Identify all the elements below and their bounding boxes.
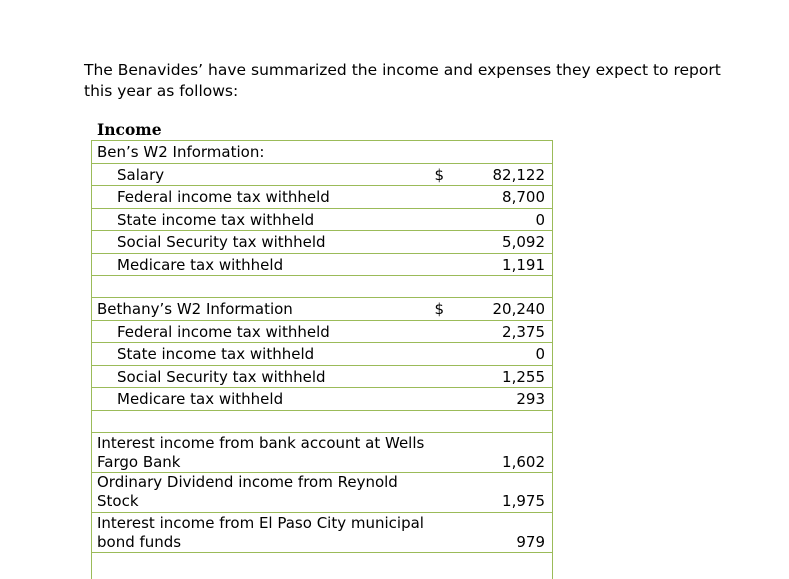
ben-ss-label: Social Security tax withheld bbox=[92, 231, 435, 254]
bethany-value: 20,240 bbox=[455, 298, 553, 321]
ben-state-label: State income tax withheld bbox=[92, 208, 435, 231]
table-row bbox=[92, 365, 553, 388]
table-row bbox=[92, 298, 553, 321]
ben-medicare-label: Medicare tax withheld bbox=[92, 253, 435, 276]
ben-w2-header: Ben’s W2 Information: bbox=[92, 141, 435, 164]
table-row bbox=[92, 388, 553, 411]
table-row bbox=[92, 512, 553, 552]
spacer-row bbox=[92, 552, 553, 579]
ben-salary-label: Salary bbox=[92, 163, 435, 186]
bethany-w2-header: Bethany’s W2 Information bbox=[92, 298, 435, 321]
ben-state-value: 0 bbox=[455, 208, 553, 231]
table-row bbox=[92, 186, 553, 209]
interest-muni-value: 979 bbox=[455, 512, 553, 552]
table-row bbox=[92, 208, 553, 231]
intro-paragraph: The Benavides’ have summarized the income and expenses they expect to report this year as follows: bbox=[84, 61, 721, 100]
bethany-federal-value: 2,375 bbox=[455, 320, 553, 343]
ben-medicare-value: 1,191 bbox=[455, 253, 553, 276]
income-heading: Income bbox=[97, 120, 162, 139]
bethany-ss-value: 1,255 bbox=[455, 365, 553, 388]
table-row bbox=[92, 343, 553, 366]
ben-federal-label: Federal income tax withheld bbox=[92, 186, 435, 209]
table-row bbox=[92, 472, 553, 512]
spacer-row bbox=[92, 276, 553, 298]
interest-bank-value: 1,602 bbox=[455, 432, 553, 472]
table-row bbox=[92, 231, 553, 254]
dividend-value: 1,975 bbox=[455, 472, 553, 512]
spacer-row bbox=[92, 410, 553, 432]
table-row bbox=[92, 253, 553, 276]
interest-muni-label: Interest income from El Paso City municipal bond funds bbox=[92, 512, 435, 552]
bethany-state-value: 0 bbox=[455, 343, 553, 366]
ben-ss-value: 5,092 bbox=[455, 231, 553, 254]
bethany-ss-label: Social Security tax withheld bbox=[92, 365, 435, 388]
bethany-currency: $ bbox=[435, 298, 455, 321]
dividend-label: Ordinary Dividend income from Reynold Stock bbox=[92, 472, 435, 512]
table-row bbox=[92, 163, 553, 186]
bethany-medicare-label: Medicare tax withheld bbox=[92, 388, 435, 411]
bethany-state-label: State income tax withheld bbox=[92, 343, 435, 366]
table-row bbox=[92, 320, 553, 343]
table-row bbox=[92, 141, 553, 164]
bethany-medicare-value: 293 bbox=[455, 388, 553, 411]
ben-federal-value: 8,700 bbox=[455, 186, 553, 209]
interest-bank-label: Interest income from bank account at Wells Fargo Bank bbox=[92, 432, 435, 472]
table-row bbox=[92, 432, 553, 472]
ben-salary-value: 82,122 bbox=[455, 163, 553, 186]
income-table bbox=[91, 140, 553, 579]
bethany-federal-label: Federal income tax withheld bbox=[92, 320, 435, 343]
ben-salary-currency: $ bbox=[435, 163, 455, 186]
